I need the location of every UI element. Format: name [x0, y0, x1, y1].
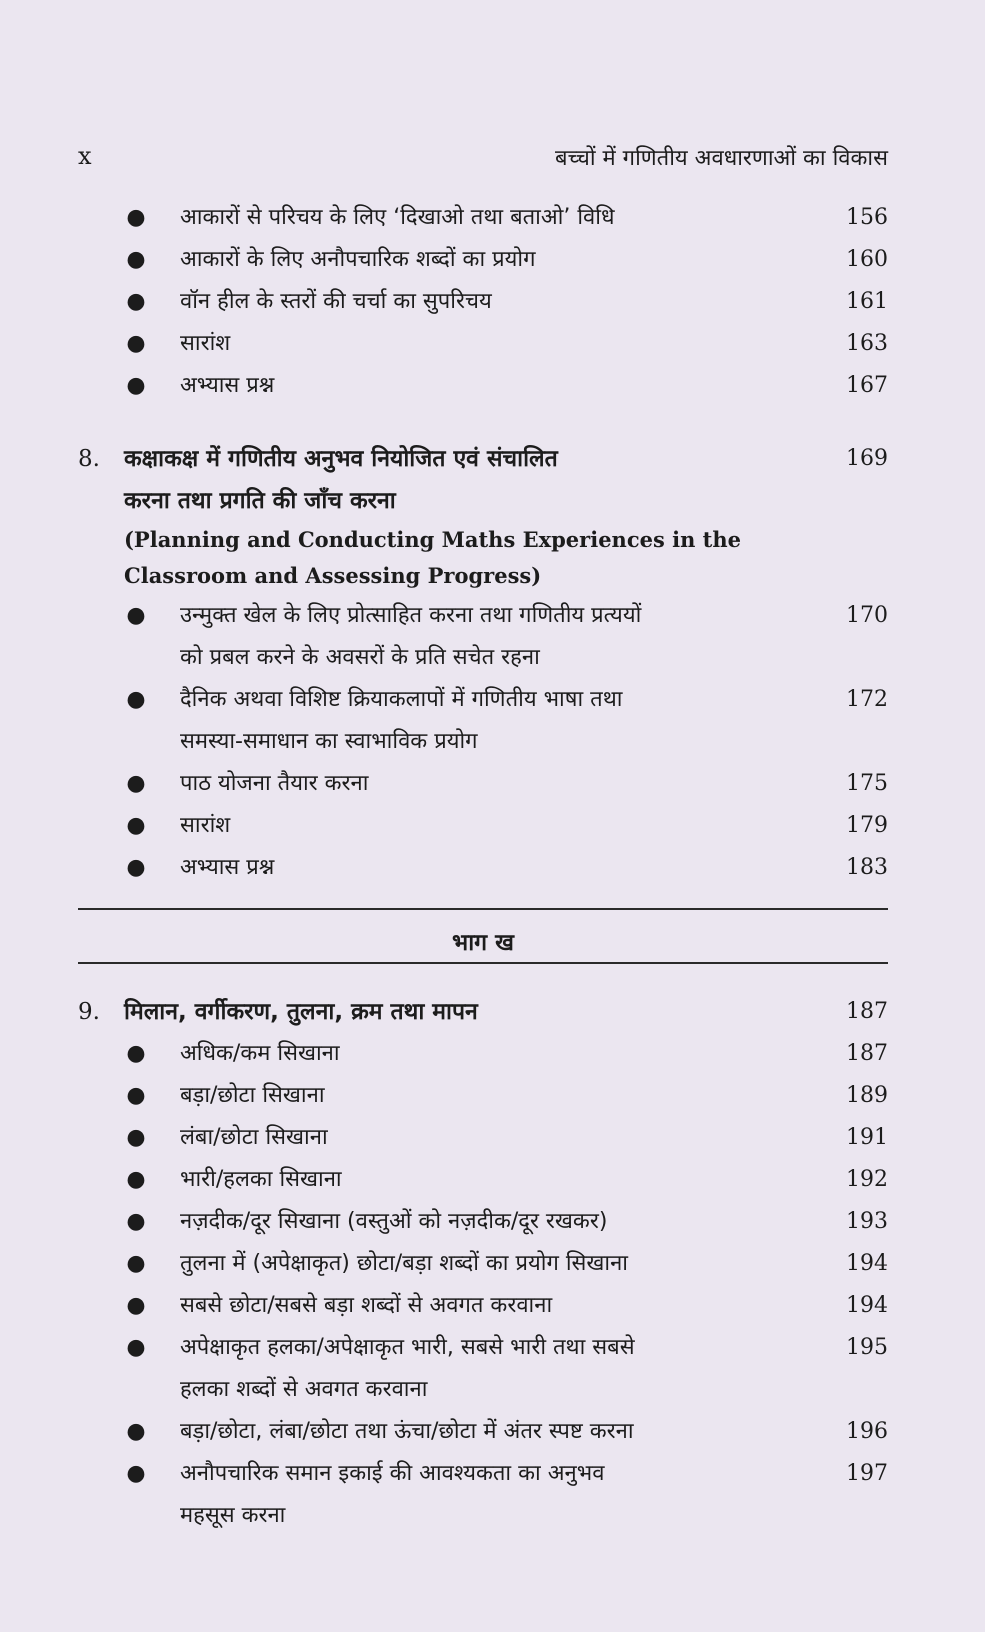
chapter-title-line: कक्षाकक्ष में गणितीय अनुभव नियोजित एवं संचालित	[124, 446, 558, 472]
chapter-page: 169	[846, 446, 888, 471]
bullet-icon: ●	[126, 687, 146, 712]
bullet-icon: ●	[126, 813, 146, 838]
toc-entry-line: महसूस करना	[180, 1503, 286, 1528]
toc-entry-text: पाठ योजना तैयार करना	[180, 771, 369, 796]
bullet-icon: ●	[126, 1461, 146, 1486]
toc-entry-page: 163	[846, 331, 888, 356]
bullet-icon: ●	[126, 1251, 146, 1276]
toc-entry-page: 170	[846, 603, 888, 628]
toc-entry-text	[180, 1327, 800, 1411]
toc-entry-page: 193	[846, 1209, 888, 1234]
chapter-page: 187	[846, 999, 888, 1024]
chapter-title	[124, 438, 804, 594]
toc-entry-line: अपेक्षाकृत हलका/अपेक्षाकृत भारी, सबसे भारी तथा सबसे	[180, 1335, 635, 1360]
toc-entry-text: सारांश	[180, 813, 231, 838]
bullet-icon: ●	[126, 1419, 146, 1444]
toc-entry-page: 161	[846, 289, 888, 314]
toc-entry-page: 192	[846, 1167, 888, 1192]
chapter-heading	[78, 991, 888, 1033]
bullet-icon: ●	[126, 603, 146, 628]
bullet-icon: ●	[126, 247, 146, 272]
toc-entry	[78, 679, 888, 763]
toc-entry-text: सबसे छोटा/सबसे बड़ा शब्दों से अवगत करवाना	[180, 1293, 553, 1318]
toc-entry-page: 175	[846, 771, 888, 796]
toc-entry-page: 160	[846, 247, 888, 272]
toc-entry-line: अनौपचारिक समान इकाई की आवश्यकता का अनुभव	[180, 1461, 605, 1486]
running-header	[78, 142, 888, 176]
toc-entry-page: 156	[846, 205, 888, 230]
bullet-icon: ●	[126, 1293, 146, 1318]
bullet-icon: ●	[126, 373, 146, 398]
toc-entry-page: 196	[846, 1419, 888, 1444]
divider-rule	[78, 908, 888, 910]
bullet-icon: ●	[126, 331, 146, 356]
toc-entry-line: दैनिक अथवा विशिष्ट क्रियाकलापों में गणितीय भाषा तथा	[180, 687, 623, 712]
toc-entry-page: 194	[846, 1251, 888, 1276]
toc-entry-page: 195	[846, 1335, 888, 1360]
toc-entry-text	[180, 1453, 800, 1537]
bullet-icon: ●	[126, 1167, 146, 1192]
toc-entry-text: बड़ा/छोटा, लंबा/छोटा तथा ऊंचा/छोटा में अंतर स्पष्ट करना	[180, 1419, 634, 1444]
toc-entry-text: वॉन हील के स्तरों की चर्चा का सुपरिचय	[180, 289, 492, 314]
toc-entry-page: 167	[846, 373, 888, 398]
bullet-icon: ●	[126, 1041, 146, 1066]
page-number: x	[78, 142, 92, 170]
chapter-english-title: Classroom and Assessing Progress)	[124, 563, 542, 588]
chapter-title: मिलान, वर्गीकरण, तुलना, क्रम तथा मापन	[124, 999, 478, 1025]
toc-entry-line: समस्या-समाधान का स्वाभाविक प्रयोग	[180, 729, 478, 754]
chapter-title-line: करना तथा प्रगति की जाँच करना	[124, 488, 396, 514]
toc-entry-page: 191	[846, 1125, 888, 1150]
divider-rule	[78, 962, 888, 964]
toc-entry-page: 187	[846, 1041, 888, 1066]
toc-entry-text: अधिक/कम सिखाना	[180, 1041, 340, 1066]
bullet-icon: ●	[126, 1083, 146, 1108]
toc-entry-page: 179	[846, 813, 888, 838]
toc-entry-text: तुलना में (अपेक्षाकृत) छोटा/बड़ा शब्दों का प्रयोग सिखाना	[180, 1251, 628, 1276]
toc-entry	[78, 1327, 888, 1411]
toc-entry-text: अभ्यास प्रश्न	[180, 855, 275, 880]
toc-entry-text	[180, 679, 800, 763]
bullet-icon: ●	[126, 855, 146, 880]
chapter-heading	[78, 438, 888, 588]
bullet-icon: ●	[126, 289, 146, 314]
chapter-english-title: (Planning and Conducting Maths Experiences in the	[124, 527, 741, 552]
chapter-number: 8.	[78, 446, 100, 472]
toc-entry-line: हलका शब्दों से अवगत करवाना	[180, 1377, 428, 1402]
toc-entry-text	[180, 595, 800, 679]
chapter-number: 9.	[78, 999, 100, 1025]
toc-entry-text: अभ्यास प्रश्न	[180, 373, 275, 398]
toc-entry-page: 197	[846, 1461, 888, 1486]
toc-entry-text: लंबा/छोटा सिखाना	[180, 1125, 328, 1150]
toc-entry-page: 194	[846, 1293, 888, 1318]
toc-entry	[78, 1453, 888, 1537]
toc-entry-page: 189	[846, 1083, 888, 1108]
toc-entry-text: बड़ा/छोटा सिखाना	[180, 1083, 325, 1108]
bullet-icon: ●	[126, 771, 146, 796]
book-title: बच्चों में गणितीय अवधारणाओं का विकास	[555, 146, 888, 171]
toc-entry-text: आकारों से परिचय के लिए ‘दिखाओ तथा बताओ’ विधि	[180, 205, 615, 230]
toc-entry-line: को प्रबल करने के अवसरों के प्रति सचेत रहना	[180, 645, 540, 670]
toc-entry-page: 172	[846, 687, 888, 712]
toc-entry-text: नज़दीक/दूर सिखाना (वस्तुओं को नज़दीक/दूर रखकर)	[180, 1209, 608, 1234]
toc-entry-text: सारांश	[180, 331, 231, 356]
toc-entry-line: उन्मुक्त खेल के लिए प्रोत्साहित करना तथा गणितीय प्रत्ययों	[180, 603, 642, 628]
toc-entry	[78, 595, 888, 679]
bullet-icon: ●	[126, 1335, 146, 1360]
part-heading: भाग ख	[452, 930, 514, 956]
bullet-icon: ●	[126, 1125, 146, 1150]
toc-entry-text: आकारों के लिए अनौपचारिक शब्दों का प्रयोग	[180, 247, 536, 272]
bullet-icon: ●	[126, 1209, 146, 1234]
bullet-icon: ●	[126, 205, 146, 230]
toc-entry-page: 183	[846, 855, 888, 880]
toc-entry-text: भारी/हलका सिखाना	[180, 1167, 342, 1192]
